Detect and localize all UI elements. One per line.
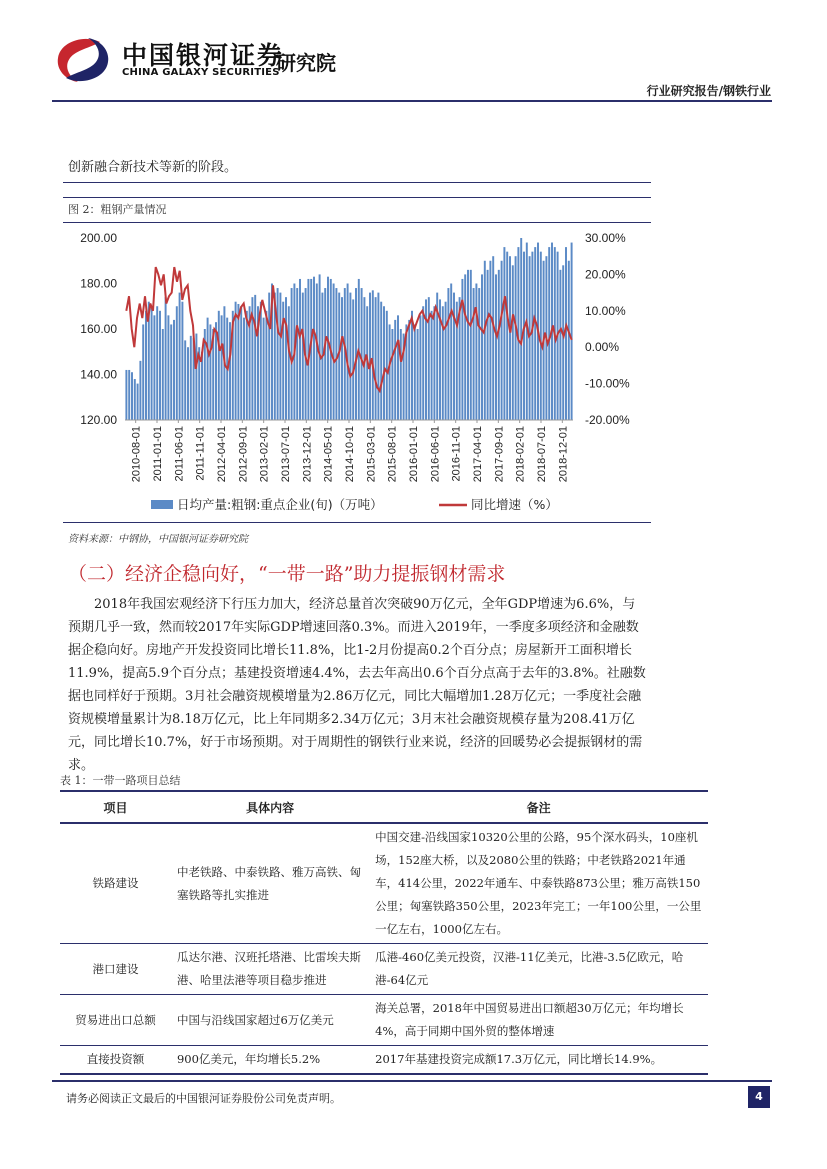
table-row [60, 944, 708, 995]
bar [165, 297, 167, 420]
bar [470, 270, 472, 420]
y-left-tick-label: 160.00 [80, 322, 117, 336]
bar [369, 293, 371, 420]
x-tick-label: 2017-09-01 [493, 426, 506, 483]
table-row [60, 995, 708, 1046]
x-tick-label: 2010-08-01 [130, 426, 143, 483]
bar [422, 306, 424, 420]
y-right-tick-label: -20.00% [585, 413, 630, 427]
figure-bottom-rule [63, 522, 651, 523]
bar [184, 340, 186, 420]
y-left-tick-label: 120.00 [80, 413, 117, 427]
y-right-tick-label: -10.00% [585, 376, 630, 391]
bar [218, 311, 220, 420]
y-right-tick-label: 10.00% [585, 303, 626, 318]
bar [319, 274, 321, 420]
bar [237, 304, 239, 420]
bar [481, 274, 483, 420]
bar [503, 247, 505, 420]
bar [240, 306, 242, 420]
x-tick-label: 2011-01-01 [152, 426, 164, 482]
bar [235, 302, 237, 420]
table-cell-item: 港口建设 [60, 944, 171, 995]
bar [431, 311, 433, 420]
bar [484, 261, 486, 420]
bar [246, 311, 248, 420]
body-paragraph: 2018年我国宏观经济下行压力加大，经济总量首次突破90万亿元，全年GDP增速为6.6%，与预期几乎一致，然而较2017年实际GDP增速回落0.3%。而进入2019年，一季度多项经济和金融数据企稳向好。房地产开发投资同比增长11.8%，比1-2月份提高0.2个百分点；房屋新开工面积增长11.9%，提高5.9个百分点；基建投资增速4.4%，去去年高出0.6个百分点高于去年的3.8%。社融数据也同样好于预期。3月社会融资规模增量为2.86万亿元，同比大幅增加1.28万亿元；一季度社会融资规模增量累计为8.18万亿元，比上年同期多2.34万亿元；3月末社会融资规模存量为208.41万亿元，同比增长10.7%，好于市场预期。对于周期性的钢铁行业来说，经济的回暖势必会提振钢材的需求。 [68, 597, 646, 773]
bar [408, 320, 410, 420]
x-tick-label: 2016-06-01 [429, 426, 442, 483]
bar [352, 299, 354, 420]
bar [380, 302, 382, 420]
x-tick-label: 2014-05-01 [322, 426, 335, 483]
bar [263, 318, 265, 420]
table-cell-content: 瓜达尔港、汉班托塔港、比雷埃夫斯港、哈里法港等项目稳步推进 [171, 944, 369, 995]
figure-source: 资料来源：中钢协，中国银河证券研究院 [68, 534, 248, 545]
bar [475, 284, 477, 421]
bar [288, 306, 290, 420]
x-tick-label: 2018-12-01 [557, 426, 570, 483]
bar [327, 277, 329, 420]
bar [397, 315, 399, 420]
bar [137, 384, 139, 420]
belt-road-table [60, 790, 708, 1075]
table-cell-remark: 瓜港-460亿美元投资，汉港-11亿美元，比港-3.5亿欧元，哈港-64亿元 [369, 944, 708, 995]
bar [548, 247, 550, 420]
x-tick-label: 2016-01-01 [408, 426, 420, 483]
bar [167, 315, 169, 420]
x-tick-label: 2013-02-01 [258, 426, 271, 483]
bar [341, 297, 343, 420]
legend-line-label: 同比增速（%） [471, 497, 558, 512]
y-right-tick-label: 0.00% [585, 340, 620, 355]
bar [377, 293, 379, 420]
table-cell-item: 贸易进出口总额 [60, 995, 171, 1046]
bar [302, 293, 304, 420]
bar [509, 256, 511, 420]
x-tick-label: 2011-11-01 [194, 426, 207, 481]
bar [145, 311, 147, 420]
x-tick-label: 2017-04-01 [472, 426, 484, 483]
bar [207, 318, 209, 420]
bar [131, 372, 133, 420]
bar [487, 270, 489, 420]
header-divider [52, 100, 772, 102]
section-heading: （二）经济企稳向好，“一带一路”助力提振钢材需求 [68, 563, 506, 585]
bar [313, 277, 315, 420]
bar [296, 288, 298, 420]
bar [473, 288, 475, 420]
bar [445, 302, 447, 420]
bar [383, 306, 385, 420]
bar [394, 320, 396, 420]
x-tick-label: 2013-12-01 [301, 426, 314, 483]
bar [156, 306, 158, 420]
bar [333, 284, 335, 421]
bar [291, 288, 293, 420]
table-cell-remark: 2017年基建投资完成额17.3万亿元，同比增长14.9%。 [369, 1046, 708, 1075]
x-tick-label: 2013-07-01 [280, 426, 292, 483]
bar [335, 288, 337, 420]
table-header-content: 具体内容 [171, 791, 369, 823]
bar [540, 252, 542, 420]
bar [411, 311, 413, 420]
bar [400, 329, 402, 420]
bar [520, 238, 522, 420]
bar [506, 252, 508, 420]
x-tick-label: 2014-10-01 [344, 426, 356, 483]
bar [125, 370, 127, 420]
bar [260, 302, 262, 420]
bar [195, 334, 197, 420]
bar [467, 270, 469, 420]
bar [243, 318, 245, 420]
bar [181, 302, 183, 420]
bar [128, 370, 130, 420]
bar [173, 320, 175, 420]
table-cell-remark: 海关总署，2018年中国贸易进出口额超30万亿元；年均增长4%，高于同期中国外贸的整体增速 [369, 995, 708, 1046]
brand-institute: 研究院 [276, 51, 336, 75]
table-cell-remark: 中国交建-沿线国家10320公里的公路，95个深水码头，10座机场，152座大桥，以及2080公里的铁路；中老铁路2021年通车，414公里，2022年通车、中泰铁路873公里；雅万高铁150公里；匈塞铁路350公里，2023年完工；一年100公里，一公里一亿左右，1000亿左右。 [369, 823, 708, 944]
figure-title: 图 2：粗钢产量情况 [68, 203, 167, 216]
y-right-tick-label: 20.00% [585, 267, 626, 282]
bar [534, 247, 536, 420]
x-tick-label: 2016-11-01 [450, 426, 463, 482]
x-tick-label: 2015-08-01 [386, 426, 399, 483]
x-tick-label: 2012-04-01 [216, 426, 228, 483]
x-tick-label: 2018-07-01 [536, 426, 548, 483]
table-header-item: 项目 [60, 791, 171, 823]
x-tick-label: 2015-03-01 [365, 426, 378, 483]
bar [159, 311, 161, 420]
company-logo-icon [54, 36, 112, 84]
y-left-tick-label: 180.00 [80, 276, 117, 291]
bar [349, 293, 351, 420]
bar [142, 324, 144, 420]
figure-top-rule [63, 197, 651, 198]
bar [134, 379, 136, 420]
bar [492, 256, 494, 420]
y-left-tick-label: 140.00 [80, 367, 117, 382]
bar [179, 293, 181, 420]
bar [361, 288, 363, 420]
y-right-tick-label: 30.00% [585, 231, 626, 245]
steel-output-chart [63, 226, 651, 518]
footer-disclaimer: 请务必阅读正文最后的中国银河证券股份公司免责声明。 [66, 1092, 341, 1105]
bar [562, 265, 564, 420]
bar [229, 322, 231, 420]
bar [531, 252, 533, 420]
table-cell-content: 中国与沿线国家超过6万亿美元 [171, 995, 369, 1046]
bar [285, 297, 287, 420]
bar [151, 306, 153, 420]
table-cell-content: 900亿美元，年均增长5.2% [171, 1046, 369, 1075]
bar [478, 288, 480, 420]
bar [176, 306, 178, 420]
bar [187, 347, 189, 420]
bar [279, 293, 281, 420]
figure-title-rule [63, 222, 651, 223]
bar [277, 288, 279, 420]
legend-bar-label: 日均产量:粗钢:重点企业(旬)（万吨） [177, 497, 383, 512]
bar [414, 324, 416, 420]
table-row [60, 1046, 708, 1075]
bar [389, 324, 391, 420]
bar [265, 311, 267, 420]
bar [512, 265, 514, 420]
y-left-tick-label: 200.00 [80, 231, 117, 245]
bar [447, 288, 449, 420]
table-row [60, 823, 708, 944]
bar [498, 270, 500, 420]
bar [316, 284, 318, 421]
bar [299, 279, 301, 420]
bar [419, 315, 421, 420]
brand-name-en: CHINA GALAXY SECURITIES [122, 67, 280, 78]
bar [464, 274, 466, 420]
bar [391, 329, 393, 420]
lead-divider [63, 182, 651, 183]
bar [162, 329, 164, 420]
bar [433, 306, 435, 420]
bar [254, 295, 256, 420]
table-cell-item: 铁路建设 [60, 823, 171, 944]
table-header-row [60, 791, 708, 823]
bar [221, 315, 223, 420]
table-cell-item: 直接投资额 [60, 1046, 171, 1075]
table-header-remark: 备注 [369, 791, 708, 823]
footer-divider [52, 1080, 772, 1082]
bar [190, 336, 192, 420]
table-cell-content: 中老铁路、中泰铁路、雅万高铁、匈塞铁路等扎实推进 [171, 823, 369, 944]
bar [375, 297, 377, 420]
bar [417, 329, 419, 420]
bar [568, 261, 570, 420]
chart-legend [151, 497, 558, 512]
bar [347, 284, 349, 421]
bar [501, 261, 503, 420]
page-number: 4 [748, 1086, 770, 1108]
legend-bar-swatch [151, 500, 173, 509]
x-tick-label: 2011-06-01 [173, 426, 186, 482]
bar [372, 290, 374, 420]
bar [453, 293, 455, 420]
bar [559, 270, 561, 420]
bar [153, 315, 155, 420]
lead-paragraph: 创新融合新技术等新的阶段。 [68, 160, 238, 175]
report-category: 行业研究报告/钢铁行业 [646, 84, 771, 98]
bar [268, 293, 270, 420]
brand-name-cn: 中国银河证券 [122, 41, 285, 70]
bar [571, 243, 573, 420]
table-title: 表 1：一带一路项目总结 [60, 774, 181, 787]
bar [450, 284, 452, 421]
bar [489, 261, 491, 420]
bar [386, 311, 388, 420]
bar [495, 274, 497, 420]
x-tick-label: 2018-02-01 [514, 425, 527, 483]
x-tick-label: 2012-09-01 [237, 426, 250, 483]
bar [139, 361, 141, 420]
bar [209, 324, 211, 420]
bar [515, 256, 517, 420]
bar [170, 324, 172, 420]
